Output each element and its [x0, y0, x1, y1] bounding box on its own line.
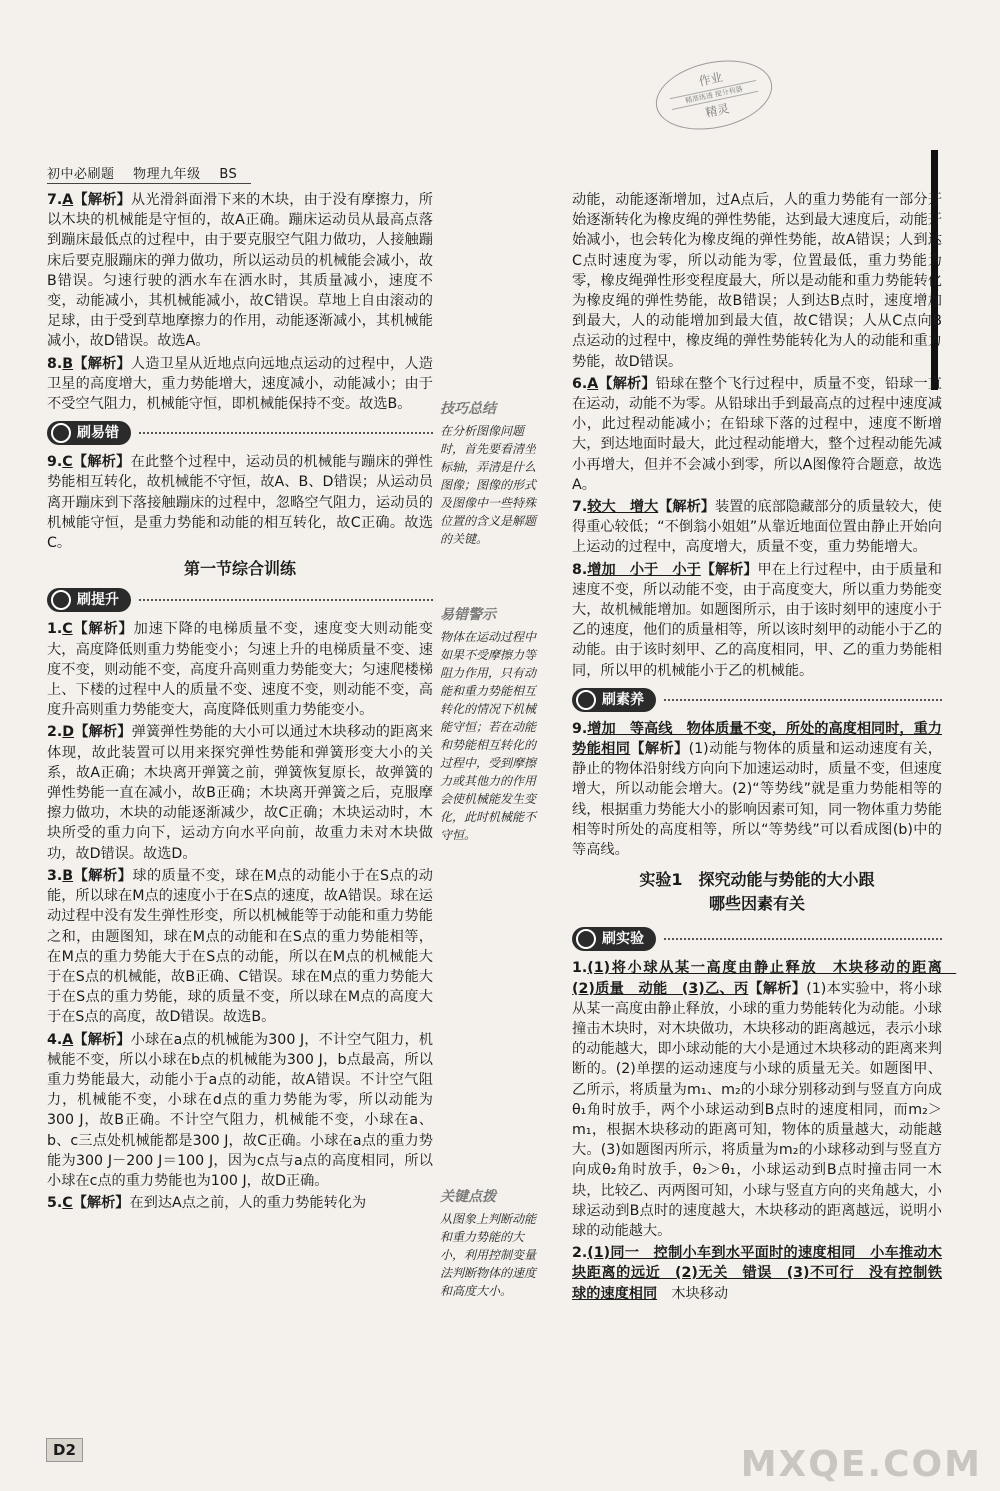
- running-header: [47, 163, 251, 184]
- dotted-rule: [664, 938, 942, 940]
- section-badge: [47, 588, 131, 612]
- side-note-text: 从图象上判断动能和重力势能的大小，利用控制变量法判断物体的速度和高度大小。: [440, 1212, 537, 1298]
- item-text: 人造卫星从近地点向远地点运动的过程中，人造卫星的高度增大，重力势能增大，速度减小，动能减小；由于不受空气阻力，机械能守恒，即机械能保持不变。故选B。: [47, 355, 433, 413]
- dotted-rule: [139, 599, 433, 601]
- answer-item: [47, 1193, 433, 1213]
- item-answer: 增加 等高线 物体质量不变，所处的高度相同时，重力势能相同: [572, 720, 942, 758]
- side-note-title: 易错警示: [440, 607, 496, 623]
- analysis-tag: 【解析】: [72, 454, 131, 471]
- experiment-title-line1: 实验1 探究动能与势能的大小跟: [639, 870, 875, 890]
- item-number: 7.: [47, 192, 63, 208]
- side-note-title: 技巧总结: [440, 401, 496, 417]
- section-header-literacy: [572, 687, 942, 713]
- item-answer: C: [62, 621, 73, 638]
- answer-item: [47, 619, 433, 720]
- item-text: 在到达A点之前，人的重力势能转化为: [129, 1195, 367, 1212]
- item-answer: C: [62, 454, 73, 471]
- section-badge: [572, 927, 656, 951]
- page-number: D2: [46, 1438, 83, 1462]
- section-label: 刷素养: [602, 691, 644, 708]
- answer-item: [47, 452, 433, 553]
- analysis-tag: 【解析】: [700, 561, 758, 578]
- item-answer: (1)将小球从某一高度由静止释放 木块移动的距离 (2)质量 动能 (3)乙、丙: [572, 960, 957, 997]
- item-text: (1)动能与物体的质量和运动速度有关，静止的物体沿射线方向向下加速运动时，质量不变，但速度增大，所以动能会增大。(2)“等势线”就是重力势能相等的线，根据重力势能大小的影响因素可知，同一物体重力势能相等时所处的高度相等，所以“等势线”可以看成图(b)中的等高线。: [572, 741, 942, 859]
- analysis-tag: 【解析】: [748, 980, 807, 997]
- item-text: 在此整个过程中，运动员的机械能与蹦床的弹性势能相互转化，故机械能不守恒，故A、B、D错误；从运动员离开蹦床到下落接触蹦床的过程中，忽略空气阻力，运动员的机械能守恒，是重力势能和动能的相互转化，故C正确。故选C。: [47, 454, 433, 552]
- right-column: [572, 190, 957, 1306]
- answer-item: [572, 958, 957, 1241]
- side-note-title: 关键点拨: [440, 1189, 496, 1205]
- item-number: 4.: [47, 1031, 63, 1048]
- item-text: 铅球在整个飞行过程中，质量不变，铅球一直在运动，动能不为零。从铅球出手到最高点的过程中速度减小，此过程动能减小；在铅球下落的过程中，速度不断增大，到达地面时最大，此过程动能增大，整个过程动能先减小再增大，但并不会减小到零，所以A图像符合题意，故选A。: [572, 375, 942, 493]
- side-note-keypoint: [440, 1188, 544, 1300]
- answer-item: [47, 1030, 433, 1192]
- dotted-rule: [139, 432, 433, 434]
- item-number: 8.: [47, 355, 63, 372]
- item-text: 木块移动: [657, 1285, 729, 1302]
- answer-item: [572, 374, 942, 495]
- section-badge: [47, 421, 131, 445]
- experiment-title: [572, 868, 942, 916]
- item-answer: B: [62, 355, 74, 372]
- item-text: (1)本实验中，将小球从某一高度由静止释放，小球的重力势能转化为动能。小球撞击木块时，对木块做功，木块移动的距离越远，表示小球的动能越大，即小球动能的大小是通过木块移动的距离来判断的。(2)单摆的运动速度与小球的质量无关。如题图甲、乙所示，将质量为m₁、m₂的小球分别移动到与竖直方向成θ₁角时放手，两个小球运动到B点时的速度相同，而m₂＞m₁，根据木块移动的距离可知，物体的质量越大，动能越大。(3)如题图丙所示，将质量为m₂的小球移动到与竖直方向成θ₂角时放手，θ₂＞θ₁，小球运动到B点时撞击同一木块，比较乙、丙两图可知，小球与竖直方向的夹角越大，小球运动到B点时的速度越大，木块移动的距离越远，说明小球的动能越大。: [572, 980, 942, 1239]
- dotted-rule: [664, 699, 942, 701]
- analysis-tag: 【解析】: [72, 621, 134, 638]
- right-items-c: [572, 958, 957, 1303]
- analysis-tag: 【解析】: [72, 1195, 130, 1212]
- answer-item: [47, 722, 433, 863]
- answer-item: [47, 190, 433, 352]
- stamp-middle: 精准练透 提分利器: [670, 80, 759, 110]
- answer-item: [47, 866, 433, 1028]
- item-number: 9.: [47, 454, 63, 471]
- left-column: [47, 190, 433, 1215]
- side-note-text: 在分析图像问题时，首先要看清坐标轴，弄清是什么图像；图像的形式及图像中一些特殊位置的含义是解题的关键。: [440, 424, 537, 546]
- left-items-c: [47, 619, 433, 1213]
- analysis-tag: 【解析】: [73, 1031, 131, 1048]
- item-number: 2.: [47, 724, 63, 741]
- item-number: 7.: [572, 499, 588, 516]
- item-number: 1.: [47, 621, 63, 638]
- item-text: 装置的底部隐藏部分的质量较大，使得重心较低；“不倒翁小姐姐”从靠近地面位置由静止开始向上运动的过程中，高度增大，质量不变，重力势能增大。: [572, 499, 942, 556]
- item-answer: A: [62, 1031, 74, 1048]
- item-text: 球的质量不变，球在M点的动能小于在S点的动能，所以球在M点的速度小于在S点的速度，故A错误。球在运动过程中没有发生弹性形变，所以机械能等于动能和重力势能之和，由题图知，球在M点的动能和在S点的重力势能相等，在M点的重力势能大于在S点的动能，所以在M点的机械能大于在S点的机械能，故B正确、C错误。球在M点的重力势能大于在S点的重力势能，球的质量不变，所以球在M点的高度大于在S点的高度，故D错误。故选B。: [47, 867, 433, 1026]
- book-title: 初中必刷题: [47, 167, 115, 182]
- watermark: MXQE.COM: [740, 1444, 982, 1485]
- homework-stamp: [649, 50, 778, 139]
- item-number: 3.: [47, 867, 63, 884]
- answer-item: [572, 719, 942, 860]
- left-items-a: [47, 190, 433, 414]
- pencil-icon: [51, 423, 71, 443]
- analysis-tag: 【解析】: [598, 375, 656, 392]
- item-answer: D: [62, 724, 75, 741]
- section-header-mistakes: [47, 420, 433, 446]
- section-label: 刷易错: [77, 425, 119, 442]
- answer-item: [47, 354, 433, 415]
- section-header-experiment: [572, 926, 942, 952]
- item-text: 小球在a点的机械能为300 J，不计空气阻力，机械能不变，所以小球在b点的机械能为300 J，b点最高，所以重力势能最大，动能小于a点的动能，故A错误。不计空气阻力，机械能不变，小球在d点的重力势能为零，所以动能为300 J，故B正确。不计空气阻力，机械能不变，小球在a、b、c三点处机械能都是300 J，故C正确。小球在a点的重力势能为300 J－200 J＝100 J，因为c点与a点的高度相同，所以小球在c点的重力势能也为100 J，故D正确。: [47, 1031, 433, 1189]
- stamp-bottom: 精灵: [704, 101, 731, 120]
- item-number: 1.: [572, 960, 588, 977]
- analysis-tag: 【解析】: [74, 724, 132, 741]
- item-answer: 较大 增大: [587, 499, 659, 516]
- section-label: 刷实验: [602, 931, 644, 948]
- analysis-tag: 【解析】: [73, 192, 132, 208]
- item-number: 6.: [572, 375, 588, 392]
- item-answer: B: [62, 867, 74, 884]
- right-items-a: [572, 374, 942, 681]
- experiment-title-line2: 哪些因素有关: [708, 894, 805, 914]
- section-label: 刷提升: [77, 592, 119, 609]
- pencil-icon: [51, 590, 71, 610]
- item-number: 5.: [47, 1195, 63, 1212]
- item-answer: A: [587, 375, 599, 392]
- section-header-improve: [47, 587, 433, 613]
- item-number: 9.: [572, 720, 588, 737]
- answer-item: [572, 497, 942, 558]
- item-number: 2.: [572, 1245, 588, 1262]
- item-text: 弹簧弹性势能的大小可以通过木块移动的距离来体现，故此装置可以用来探究弹性势能和弹簧形变大小的关系，故A正确；木块离开弹簧之前，弹簧恢复原长，故弹簧的弹性势能一直在减小，故B正确；木块离开弹簧之后，克服摩擦力做功，木块的动能逐渐减少，故C正确；木块运动时，木块所受的重力向下，运动方向水平向前，故重力未对木块做功，故D错误。故选D。: [47, 724, 433, 862]
- answer-item: [572, 560, 942, 681]
- item-answer: A: [62, 192, 74, 208]
- item-number: 8.: [572, 561, 588, 578]
- item-answer: (1)同一 控制小车到水平面时的速度相同 小车推动木块距离的远近 (2)无关 错误 (3)不可行 没有控制铁球的速度相同: [572, 1245, 942, 1302]
- item-text: 加速下降的电梯质量不变，速度变大则动能变大，高度降低则重力势能变小；匀速上升的电梯质量不变、速度不变，则动能不变，高度升高则重力势能变大；匀速爬楼梯上、下楼的过程中人的质量不变、速度不变，则动能不变，高度升高则重力势能变大，高度降低则重力势能变小。: [47, 621, 433, 719]
- item-text: 从光滑斜面滑下来的木块，由于没有摩擦力，所以木块的机械能是守恒的，故A正确。蹦床运动员从最高点落到蹦床最低点的过程中，由于要克服空气阻力做功，人接触蹦床后要克服蹦床的弹力做功，所以运动员的机械能会减小，故B错误。匀速行驶的洒水车在洒水时，其质量减小，速度不变，动能减小，其机械能减小，故C错误。草地上自由滚动的足球，由于受到草地摩擦力的作用，动能逐渐减小，其机械能减小，故D错误。故选A。: [47, 192, 433, 350]
- section-badge: [572, 688, 656, 712]
- item-answer: 增加 小于 小于: [587, 561, 701, 578]
- analysis-tag: 【解析】: [658, 499, 715, 516]
- stamp-top: 作业: [697, 70, 724, 89]
- section-title: 第一节综合训练: [183, 559, 296, 579]
- analysis-tag: 【解析】: [73, 355, 131, 372]
- analysis-tag: 【解析】: [630, 741, 689, 758]
- right-items-b: [572, 719, 942, 860]
- side-note-text: 物体在运动过程中如果不受摩擦力等阻力作用，只有动能和重力势能相互转化的情况下机械能守恒；若在动能和势能相互转化的过程中，受到摩擦力或其他力的作用会使机械能发生变化，此时机械能不守恒。: [440, 630, 537, 842]
- pencil-icon: [576, 690, 596, 710]
- side-note-warning: [440, 606, 544, 844]
- subject-label: 物理九年级: [133, 167, 201, 182]
- item-text: 甲在上行过程中，由于质量和速度不变，所以动能不变，由于高度变大，所以重力势能变大，故机械能增加。如题图所示，由于该时刻甲的速度小于乙的速度，他们的质量相等，所以该时刻甲的动能小于乙的动能。由于该时刻甲、乙的高度相同，甲、乙的重力势能相同，所以甲的机械能小于乙的机械能。: [572, 561, 942, 679]
- continued-text: 动能，动能逐渐增加，过A点后，人的重力势能有一部分开始逐渐转化为橡皮绳的弹性势能，达到最大速度后，动能开始减小，也会转化为橡皮绳的弹性势能，故A错误；人到达C点时速度为零，所以动能为零，位置最低，重力势能为零，橡皮绳弹性形变程度最大，所以是动能和重力势能转化为橡皮绳的弹性势能，故B错误；人到达B点时，速度增加到最大，人的动能增加到最大值，故C错误；人从C点向B点运动的过程中，橡皮绳的弹性势能转化为人的动能和重力势能，故D错误。: [572, 192, 942, 370]
- side-note-tips: [440, 400, 544, 548]
- edition-label: BS: [219, 167, 238, 182]
- answer-item: [572, 1243, 942, 1304]
- analysis-tag: 【解析】: [73, 867, 133, 884]
- left-items-b: [47, 452, 433, 553]
- item-answer: C: [62, 1195, 73, 1212]
- pencil-icon: [576, 929, 596, 949]
